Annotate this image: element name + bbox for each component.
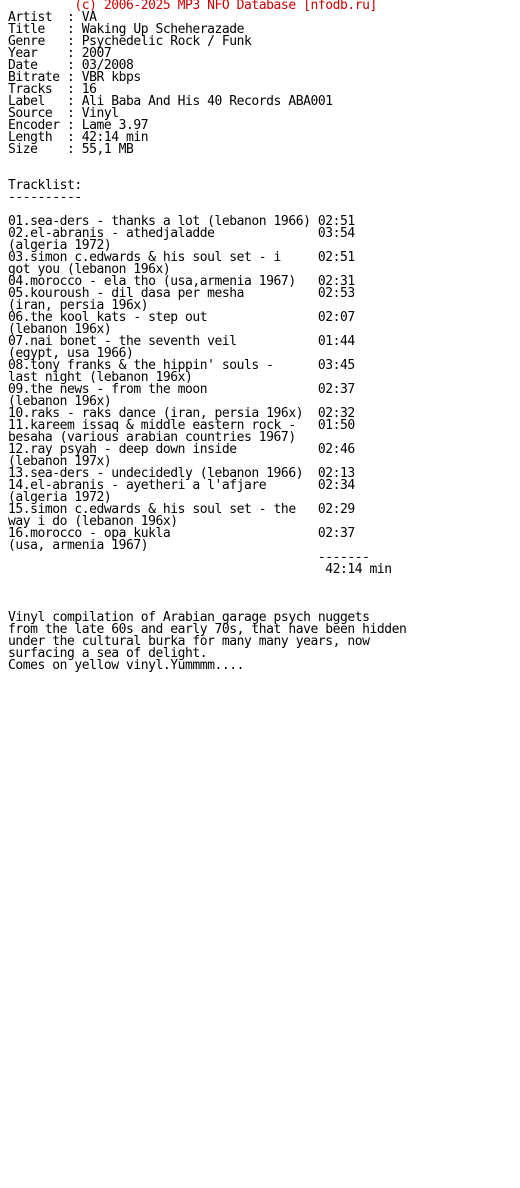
info-size: Size : 55,1 MB (8, 142, 134, 157)
info-genre: Genre : Psychedelic Rock / Funk (8, 34, 252, 49)
track-line: 15.simon c.edwards & his soul set - the 02:29 (8, 502, 355, 517)
info-tracks: Tracks : 16 (8, 82, 97, 97)
track-line: 06.the kool kats - step out 02:07 (8, 310, 355, 325)
copyright-notice: (c) 2006-2025 MP3 NFO Database [nfodb.ru] (8, 0, 377, 13)
track-line: last night (lebanon 196x) (8, 370, 193, 385)
tracklist-heading: Tracklist: (8, 178, 82, 193)
info-source: Source : Vinyl (8, 106, 119, 121)
info-label: Label : Ali Baba And His 40 Records ABA001 (8, 94, 333, 109)
info-title: Title : Waking Up Scheherazade (8, 22, 245, 37)
track-line: (lebanon 196x) (8, 394, 112, 409)
track-line: 11.kareem issaq & middle eastern rock - 01:50 (8, 418, 355, 433)
track-line: 10.raks - raks dance (iran, persia 196x) 02:32 (8, 406, 355, 421)
blank-line (8, 588, 406, 600)
track-line: 09.the news - from the moon 02:37 (8, 382, 355, 397)
track-line: got you (lebanon 196x) (8, 262, 171, 277)
info-year: Year : 2007 (8, 46, 112, 61)
tracklist-underline: ---------- (8, 190, 82, 205)
track-line: (usa, armenia 1967) (8, 538, 149, 553)
description-line: under the cultural burka for many many years, now (8, 634, 370, 649)
track-line: 12.ray psyah - deep down inside 02:46 (8, 442, 355, 457)
track-line: 03.simon c.edwards & his soul set - i 02:51 (8, 250, 355, 265)
track-line: (algeria 1972) (8, 238, 112, 253)
track-line: 01.sea-ders - thanks a lot (lebanon 1966) 02:51 (8, 214, 355, 229)
info-length: Length : 42:14 min (8, 130, 149, 145)
track-line: (iran, persia 196x) (8, 298, 149, 313)
blank-line (8, 156, 406, 168)
track-line: 02.el-abranis - athedjaladde 03:54 (8, 226, 355, 241)
track-line: (algeria 1972) (8, 490, 112, 505)
track-line: 05.kouroush - dil dasa per mesha 02:53 (8, 286, 355, 301)
total-rule: ------- (8, 550, 370, 565)
track-line: 04.morocco - ela tho (usa,armenia 1967) 02:31 (8, 274, 355, 289)
track-line: way i do (lebanon 196x) (8, 514, 178, 529)
blank-line (8, 576, 406, 588)
info-bitrate: Bitrate : VBR kbps (8, 70, 141, 85)
track-line: (lebanon 197x) (8, 454, 112, 469)
total-length: 42:14 min (8, 562, 392, 577)
info-encoder: Encoder : Lame 3.97 (8, 118, 149, 133)
info-date: Date : 03/2008 (8, 58, 134, 73)
description-line: Comes on yellow vinyl.Yummmm.... (8, 658, 245, 673)
track-line: 07.nai bonet - the seventh veil 01:44 (8, 334, 355, 349)
description-line: from the late 60s and early 70s, that have been hidden (8, 622, 407, 637)
track-line: 16.morocco - opa kukla 02:37 (8, 526, 355, 541)
info-artist: Artist : VA (8, 10, 97, 25)
track-line: 14.el-abranis - ayetheri a l'afjare 02:34 (8, 478, 355, 493)
description-line: surfacing a sea of delight. (8, 646, 208, 661)
track-line: (lebanon 196x) (8, 322, 112, 337)
track-line: 08.tony franks & the hippin' souls - 03:45 (8, 358, 355, 373)
description-line: Vinyl compilation of Arabian garage psych nuggets (8, 610, 370, 625)
track-line: 13.sea-ders - undecidedly (lebanon 1966) 02:13 (8, 466, 355, 481)
track-line: (egypt, usa 1966) (8, 346, 134, 361)
nfo-text-block (8, 0, 406, 672)
track-line: besaha (various arabian countries 1967) (8, 430, 296, 445)
